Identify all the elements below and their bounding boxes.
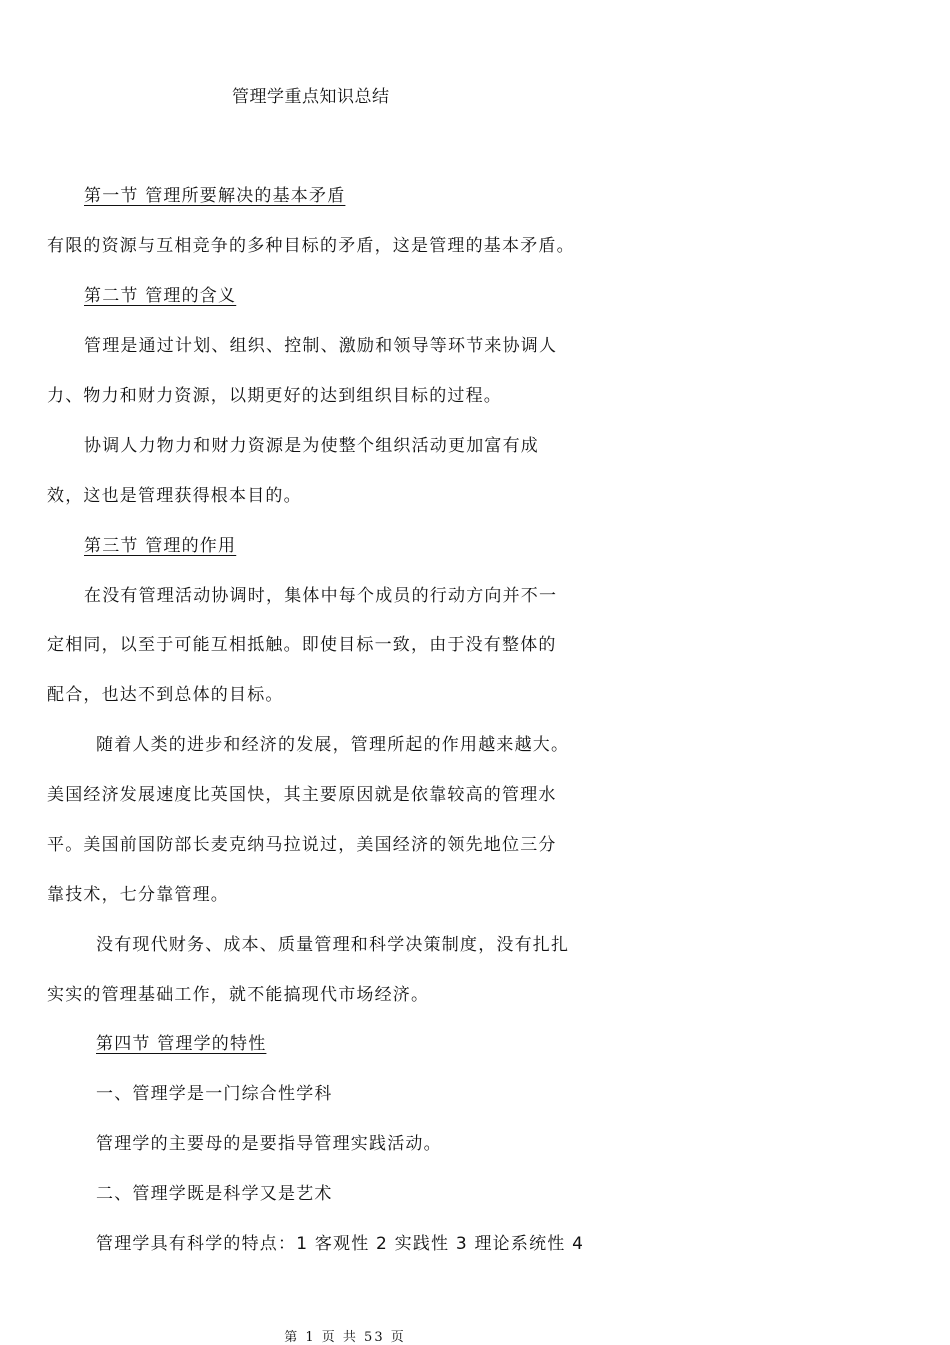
paragraph-line: 没有现代财务、成本、质量管理和科学决策制度，没有扎扎 [96, 935, 570, 955]
paragraph-line: 管理是通过计划、组织、控制、激励和领导等环节来协调人 [84, 336, 558, 356]
paragraph-line: 一、管理学是一门综合性学科 [96, 1084, 333, 1104]
paragraph-line: 美国经济发展速度比英国快，其主要原因就是依靠较高的管理水 [47, 785, 557, 805]
paragraph-line: 效，这也是管理获得根本目的。 [47, 486, 302, 506]
paragraph-line: 在没有管理活动协调时，集体中每个成员的行动方向并不一 [84, 586, 558, 606]
paragraph-line: 平。美国前国防部长麦克纳马拉说过，美国经济的领先地位三分 [47, 835, 557, 855]
paragraph-line: 靠技术，七分靠管理。 [47, 885, 229, 905]
paragraph-line: 二、管理学既是科学又是艺术 [96, 1184, 333, 1204]
page-number: 第 1 页 共 53 页 [284, 1330, 406, 1345]
section-heading-1: 第一节 管理所要解决的基本矛盾 [84, 186, 346, 206]
section-heading-2: 第二节 管理的含义 [84, 286, 237, 306]
paragraph-line: 力、物力和财力资源，以期更好的达到组织目标的过程。 [47, 386, 502, 406]
paragraph-line: 随着人类的进步和经济的发展，管理所起的作用越来越大。 [96, 735, 570, 755]
paragraph-line: 管理学的主要母的是要指导管理实践活动。 [96, 1134, 442, 1154]
paragraph-line: 协调人力物力和财力资源是为使整个组织活动更加富有成 [84, 436, 539, 456]
paragraph-line: 有限的资源与互相竞争的多种目标的矛盾，这是管理的基本矛盾。 [47, 236, 575, 256]
paragraph-line: 管理学具有科学的特点：1 客观性 2 实践性 3 理论系统性 4 [96, 1234, 585, 1254]
paragraph-line: 配合，也达不到总体的目标。 [47, 685, 284, 705]
paragraph-line: 实实的管理基础工作，就不能搞现代市场经济。 [47, 985, 430, 1005]
section-heading-3: 第三节 管理的作用 [84, 536, 237, 556]
section-heading-4: 第四节 管理学的特性 [96, 1034, 267, 1054]
paragraph-line: 定相同，以至于可能互相抵触。即使目标一致，由于没有整体的 [47, 635, 557, 655]
page-footer [0, 1326, 950, 1345]
document-title: 管理学重点知识总结 [232, 87, 390, 107]
